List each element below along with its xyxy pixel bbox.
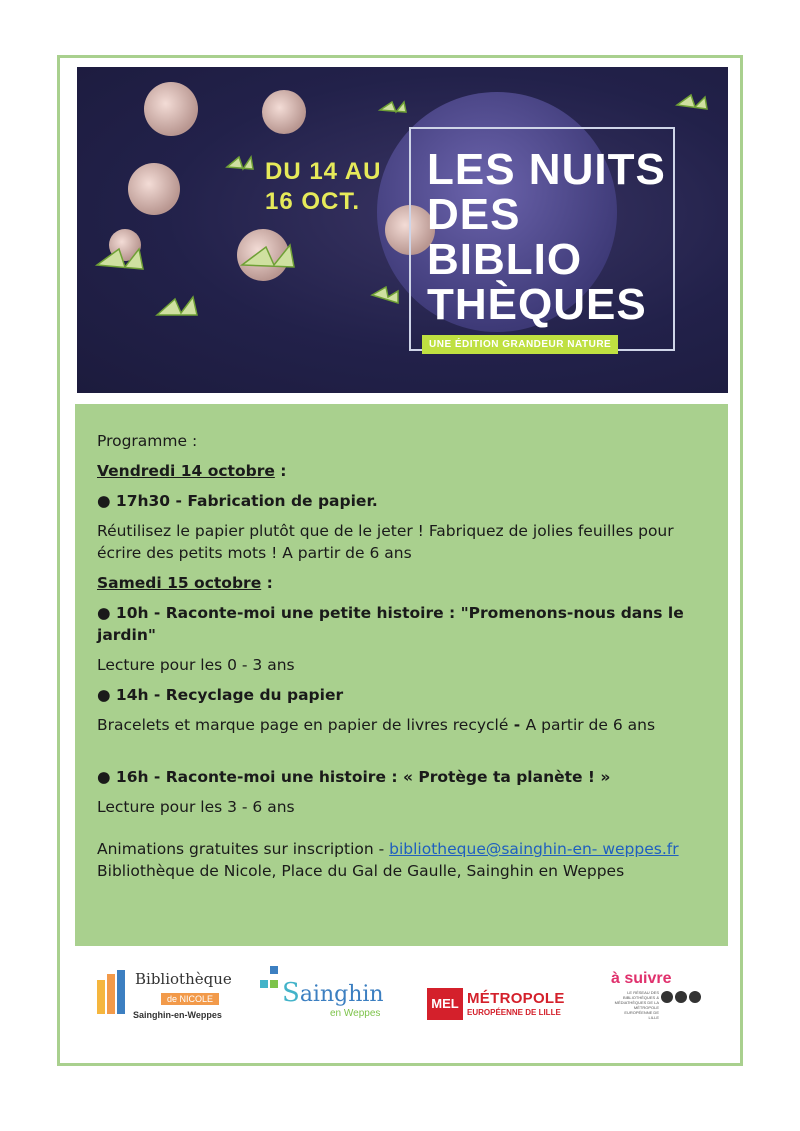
dot-icon [689, 991, 701, 1003]
event-title: ● 14h - Recyclage du papier [97, 686, 344, 704]
logo-text: EUROPÉENNE DE LILLE [467, 1008, 561, 1017]
event-dates [265, 157, 381, 217]
email-link[interactable]: bibliotheque@sainghin-en- weppes.fr [389, 840, 679, 858]
event-description: Lecture pour les 3 - 6 ans [97, 798, 295, 816]
logo-name: ainghin [299, 982, 384, 1007]
moon [128, 163, 180, 215]
a-suivre-logo [611, 970, 701, 1020]
banner-subtitle: UNE ÉDITION GRANDEUR NATURE [422, 335, 618, 354]
square-icon [270, 980, 278, 988]
books-icon [97, 970, 131, 1014]
banner-title [427, 147, 666, 327]
logo-text: MÉTROPOLE [467, 990, 565, 1007]
logo-initial: S [282, 978, 300, 1008]
logo-text: Bibliothèque [135, 970, 232, 988]
separator: - [508, 716, 526, 734]
program-box [75, 404, 728, 946]
logo-text: à suivre [611, 970, 672, 987]
title-line: LES NUITS [427, 145, 666, 194]
moon [144, 82, 198, 136]
mel-box: MEL [427, 988, 463, 1020]
day-suffix: : [274, 462, 287, 480]
event-title: ● 17h30 - Fabrication de papier. [97, 492, 378, 510]
program-heading: Programme : [97, 432, 198, 450]
day-suffix: : [261, 574, 273, 592]
dot-icon [675, 991, 687, 1003]
day-label: Samedi 15 octobre [97, 574, 262, 592]
dot-icon [661, 991, 673, 1003]
mel-logo [427, 988, 572, 1022]
event-banner [77, 67, 728, 393]
event-title: ● 16h - Raconte-moi une histoire : « Protège ta planète ! » [97, 768, 611, 786]
square-icon [260, 980, 268, 988]
info-prefix: Animations gratuites sur inscription - [97, 840, 390, 858]
bibliotheque-logo [97, 966, 232, 1024]
square-icon [270, 966, 278, 974]
day-heading [97, 572, 706, 594]
spacer [97, 744, 706, 766]
partner-logos [75, 960, 728, 1040]
title-line: THÈQUES [427, 280, 647, 329]
logo-text [282, 978, 384, 1008]
sainghin-logo [260, 966, 400, 1026]
address-line: Bibliothèque de Nicole, Place du Gal de Gaulle, Sainghin en Weppes [97, 862, 625, 880]
dates-line-2: 16 OCT. [265, 188, 361, 215]
moon [262, 90, 306, 134]
logo-text: Sainghin-en-Weppes [133, 1010, 222, 1020]
spacer [97, 826, 706, 838]
logo-text: en Weppes [330, 1008, 381, 1019]
title-line: BIBLIO [427, 235, 583, 284]
title-line: DES [427, 190, 521, 239]
info-line [97, 838, 706, 860]
event-description-part: Bracelets et marque page en papier de livres recyclé [97, 716, 509, 734]
logo-tagline: LE RÉSEAU DES BIBLIOTHÈQUES & MÉDIATHÈQUES DE LA MÉTROPOLE EUROPÉENNE DE LILLE [614, 990, 659, 1020]
event-description: Lecture pour les 0 - 3 ans [97, 656, 295, 674]
event-description-part: A partir de 6 ans [525, 716, 656, 734]
event-description: Réutilisez le papier plutôt que de le jeter ! Fabriquez de jolies feuilles pour écrire des petits mots ! A partir de 6 ans [97, 522, 674, 562]
day-heading [97, 460, 706, 482]
logo-text: de NICOLE [161, 993, 219, 1005]
dates-line-1: DU 14 AU [265, 158, 382, 185]
day-label: Vendredi 14 octobre [97, 462, 275, 480]
event-description [97, 714, 706, 736]
event-title: ● 10h - Raconte-moi une petite histoire : "Promenons-nous dans le jardin" [97, 604, 684, 644]
